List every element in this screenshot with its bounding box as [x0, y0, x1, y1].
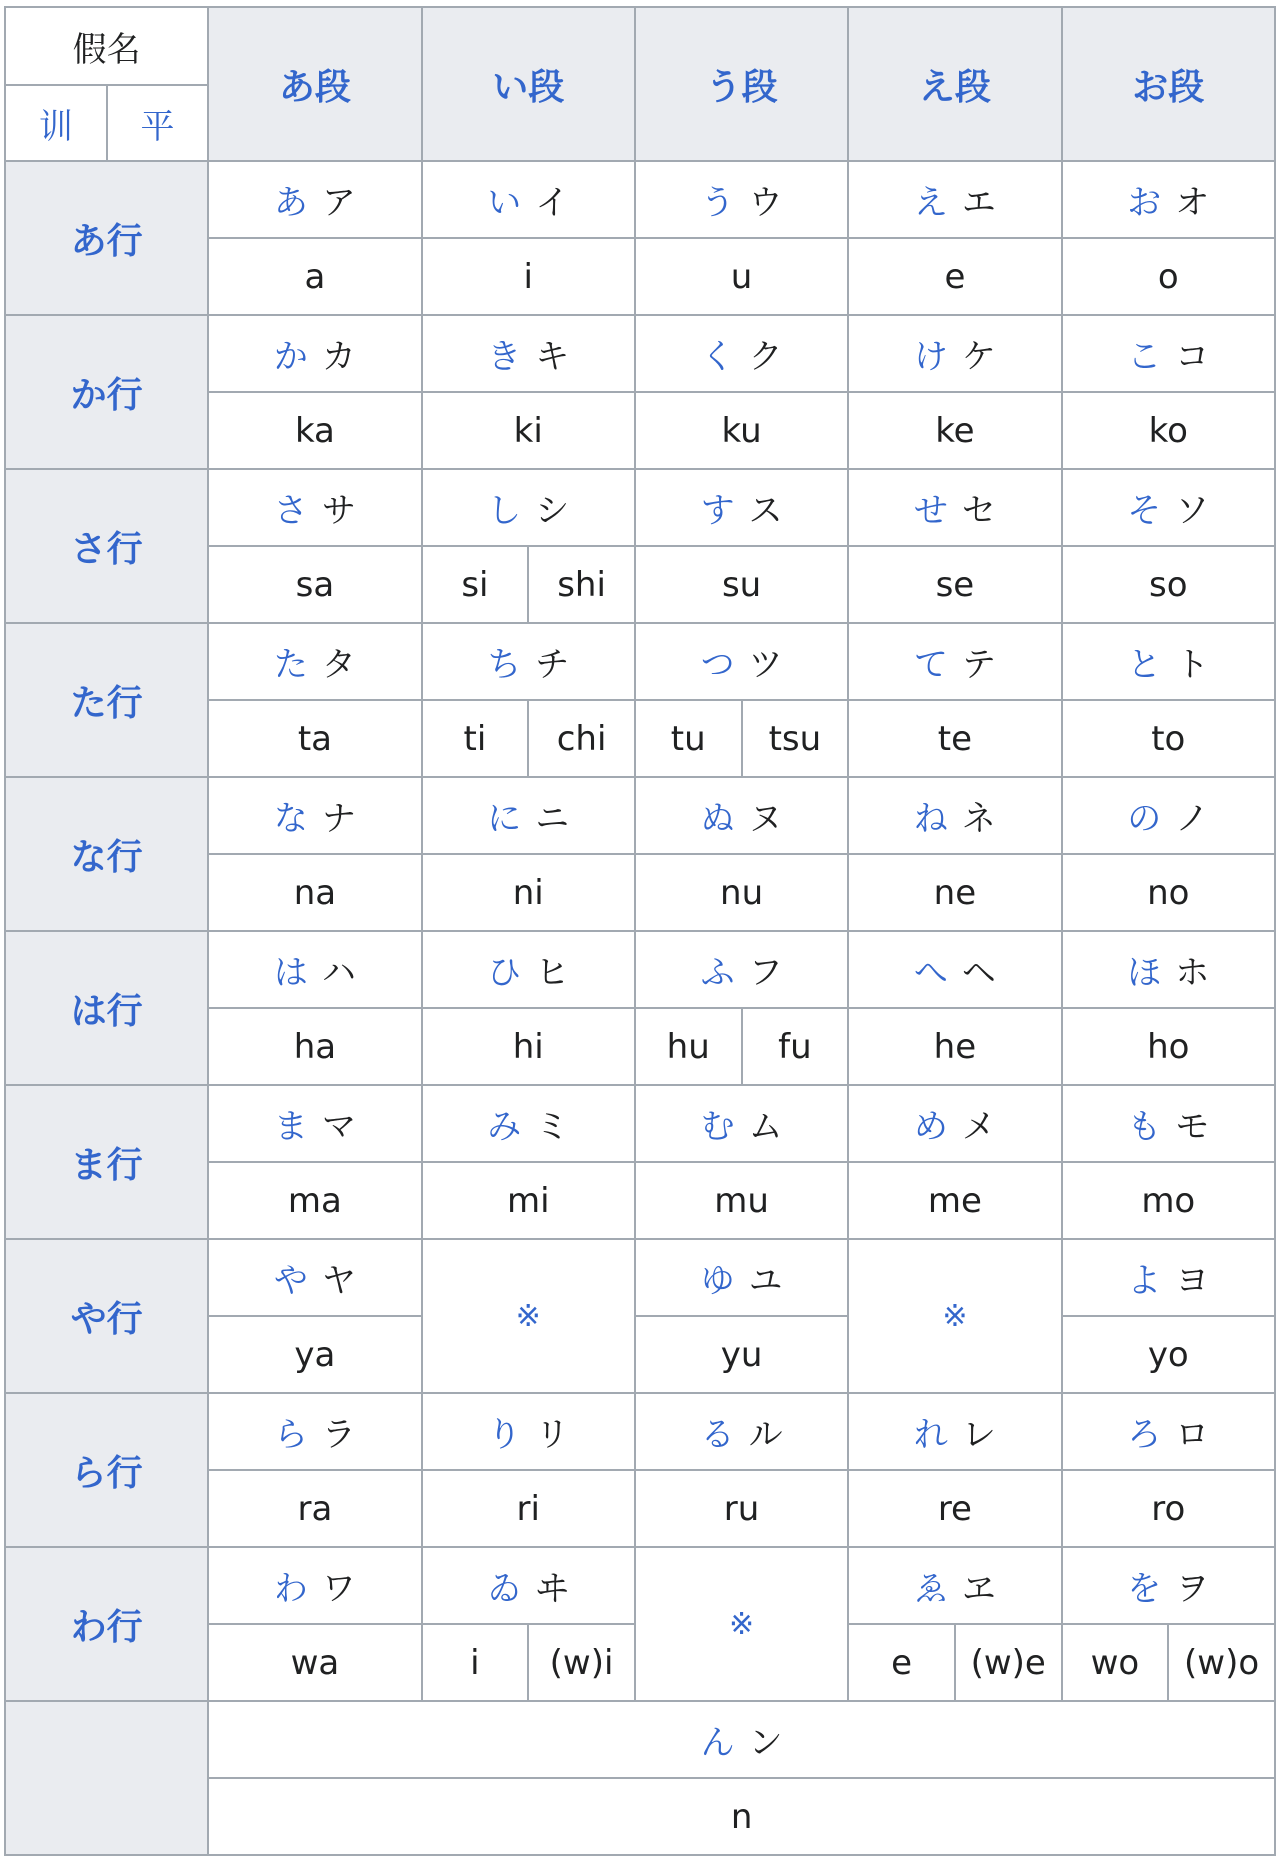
- row-header[interactable]: [5, 469, 208, 623]
- hiragana[interactable]: や: [273, 1261, 308, 1301]
- kana-cell: [208, 161, 421, 238]
- romaji-cell: ni: [422, 854, 635, 931]
- hiragana[interactable]: ゆ: [700, 1261, 735, 1301]
- romaji-cell: sa: [208, 546, 421, 623]
- katakana: シ: [535, 491, 570, 531]
- kana-cell: [635, 931, 848, 1008]
- row-header-link[interactable]: や行: [70, 1298, 143, 1340]
- romaji-alt-cell: chi: [528, 700, 635, 777]
- romaji-cell: hi: [422, 1008, 635, 1085]
- romaji-alt-cell: shi: [528, 546, 635, 623]
- column-header-e[interactable]: え段: [848, 7, 1061, 161]
- romaji-cell: wa: [208, 1624, 421, 1701]
- kana-cell: [208, 931, 421, 1008]
- romaji-alt-cell: tsu: [742, 700, 849, 777]
- row-header[interactable]: [5, 1393, 208, 1547]
- kana-cell: [635, 315, 848, 392]
- hiragana[interactable]: ふ: [700, 953, 735, 993]
- kana-cell: [208, 315, 421, 392]
- column-header-i[interactable]: い段: [422, 7, 635, 161]
- kana-cell: [208, 1393, 421, 1470]
- hiragana[interactable]: と: [1127, 645, 1162, 685]
- hiragana[interactable]: あ: [273, 183, 308, 223]
- katakana: モ: [1175, 1107, 1210, 1147]
- romaji-cell: ro: [1062, 1470, 1275, 1547]
- katakana: イ: [535, 183, 570, 223]
- hiragana[interactable]: そ: [1127, 491, 1162, 531]
- katakana: ン: [748, 1723, 783, 1763]
- row-header-link[interactable]: ら行: [70, 1452, 143, 1494]
- hiragana[interactable]: り: [487, 1415, 522, 1455]
- romaji-cell: mu: [635, 1162, 848, 1239]
- romaji-cell: si: [422, 546, 529, 623]
- kana-cell: [422, 777, 635, 854]
- katakana: ム: [748, 1107, 783, 1147]
- row-header[interactable]: [5, 623, 208, 777]
- romaji-cell: te: [848, 700, 1061, 777]
- romaji-cell: a: [208, 238, 421, 315]
- katakana: ニ: [535, 799, 570, 839]
- row-header-link[interactable]: さ行: [70, 528, 143, 570]
- hiragana[interactable]: た: [273, 645, 308, 685]
- kana-cell: [422, 1547, 635, 1624]
- katakana: メ: [961, 1107, 996, 1147]
- hiragana[interactable]: か: [273, 337, 308, 377]
- romaji-cell: ke: [848, 392, 1061, 469]
- romaji-cell: mi: [422, 1162, 635, 1239]
- hiragana[interactable]: け: [913, 337, 948, 377]
- kana-cell: [848, 161, 1061, 238]
- kana-cell: [1062, 469, 1275, 546]
- hiragana[interactable]: こ: [1127, 337, 1162, 377]
- hiragana[interactable]: め: [913, 1107, 948, 1147]
- kana-cell: [635, 161, 848, 238]
- katakana: ラ: [321, 1415, 356, 1455]
- hiragana[interactable]: の: [1127, 799, 1162, 839]
- kana-table: [4, 6, 1276, 1856]
- hiragana[interactable]: ゑ: [913, 1569, 948, 1609]
- hiragana[interactable]: ぬ: [700, 799, 735, 839]
- romaji-cell: yu: [635, 1316, 848, 1393]
- kana-cell: [1062, 931, 1275, 1008]
- row-header[interactable]: [5, 1239, 208, 1393]
- katakana: ヌ: [748, 799, 783, 839]
- kana-header-cell: 假名: [5, 7, 208, 85]
- hiragana[interactable]: よ: [1127, 1261, 1162, 1301]
- hiragana[interactable]: れ: [913, 1415, 948, 1455]
- kana-cell: [422, 161, 635, 238]
- merged-note-cell[interactable]: ※: [422, 1239, 635, 1393]
- merged-note-cell[interactable]: ※: [635, 1547, 848, 1701]
- romaji-alt-cell: (w)o: [1168, 1624, 1275, 1701]
- hiragana[interactable]: つ: [700, 645, 735, 685]
- row-header-n: [5, 1701, 208, 1855]
- katakana: ソ: [1175, 491, 1210, 531]
- hiragana[interactable]: む: [700, 1107, 735, 1147]
- hiragana[interactable]: せ: [913, 491, 948, 531]
- kana-cell: [1062, 623, 1275, 700]
- katakana: ウ: [748, 183, 783, 223]
- romaji-cell: ku: [635, 392, 848, 469]
- katakana: ヒ: [535, 953, 570, 993]
- romaji-alt-cell: (w)i: [528, 1624, 635, 1701]
- header-sub-right[interactable]: 平: [107, 85, 209, 161]
- romaji-cell: se: [848, 546, 1061, 623]
- romaji-cell: ho: [1062, 1008, 1275, 1085]
- kana-cell: [1062, 1239, 1275, 1316]
- kana-cell: [422, 469, 635, 546]
- katakana: ノ: [1175, 799, 1210, 839]
- row-header-link[interactable]: あ行: [70, 220, 143, 262]
- katakana: ネ: [961, 799, 996, 839]
- romaji-cell: i: [422, 238, 635, 315]
- kana-cell: [635, 777, 848, 854]
- kana-cell: [848, 777, 1061, 854]
- kana-cell: [635, 1239, 848, 1316]
- katakana: オ: [1175, 183, 1210, 223]
- katakana: ケ: [961, 337, 996, 377]
- hiragana[interactable]: お: [1127, 183, 1162, 223]
- romaji-cell: tu: [635, 700, 742, 777]
- row-header-link[interactable]: か行: [70, 374, 143, 416]
- hiragana[interactable]: し: [487, 491, 522, 531]
- romaji-cell: su: [635, 546, 848, 623]
- row-header-link[interactable]: た行: [70, 682, 143, 724]
- romaji-cell: ha: [208, 1008, 421, 1085]
- romaji-alt-cell: (w)e: [955, 1624, 1062, 1701]
- katakana: ハ: [321, 953, 356, 993]
- kana-cell: [208, 469, 421, 546]
- katakana: ヨ: [1175, 1261, 1210, 1301]
- hiragana[interactable]: く: [700, 337, 735, 377]
- hiragana[interactable]: え: [913, 183, 948, 223]
- hiragana[interactable]: は: [273, 953, 308, 993]
- hiragana[interactable]: ま: [273, 1107, 308, 1147]
- romaji-cell: i: [422, 1624, 529, 1701]
- romaji-cell: na: [208, 854, 421, 931]
- katakana: ワ: [321, 1569, 356, 1609]
- katakana: コ: [1175, 337, 1210, 377]
- romaji-cell: ta: [208, 700, 421, 777]
- katakana: ト: [1175, 645, 1210, 685]
- hiragana[interactable]: へ: [913, 953, 948, 993]
- katakana: ヲ: [1175, 1569, 1210, 1609]
- kana-cell: [208, 1547, 421, 1624]
- katakana: ユ: [748, 1261, 783, 1301]
- kana-cell: [1062, 161, 1275, 238]
- kana-cell: [635, 469, 848, 546]
- katakana: ス: [748, 491, 783, 531]
- romaji-cell: wo: [1062, 1624, 1169, 1701]
- katakana: サ: [321, 491, 356, 531]
- romaji-cell: u: [635, 238, 848, 315]
- hiragana[interactable]: ほ: [1127, 953, 1162, 993]
- row-header-link[interactable]: な行: [70, 836, 143, 878]
- katakana: カ: [321, 337, 356, 377]
- romaji-cell: e: [848, 238, 1061, 315]
- romaji-cell: e: [848, 1624, 955, 1701]
- row-header[interactable]: [5, 315, 208, 469]
- hiragana[interactable]: き: [487, 337, 522, 377]
- row-header[interactable]: [5, 161, 208, 315]
- romaji-cell: me: [848, 1162, 1061, 1239]
- kana-cell: [422, 315, 635, 392]
- romaji-cell: ki: [422, 392, 635, 469]
- kana-cell: [1062, 777, 1275, 854]
- hiragana[interactable]: さ: [273, 491, 308, 531]
- katakana: ヤ: [321, 1261, 356, 1301]
- hiragana[interactable]: う: [700, 183, 735, 223]
- kana-cell: [848, 931, 1061, 1008]
- romaji-cell-n: n: [208, 1778, 1275, 1855]
- romaji-cell: ti: [422, 700, 529, 777]
- katakana: ホ: [1175, 953, 1210, 993]
- row-header-link[interactable]: ま行: [70, 1144, 143, 1186]
- header-sub-left[interactable]: 训: [5, 85, 107, 161]
- kana-cell: [208, 623, 421, 700]
- hiragana[interactable]: る: [700, 1415, 735, 1455]
- hiragana[interactable]: ろ: [1127, 1415, 1162, 1455]
- romaji-cell: ri: [422, 1470, 635, 1547]
- hiragana[interactable]: ね: [913, 799, 948, 839]
- hiragana[interactable]: ひ: [487, 953, 522, 993]
- katakana: セ: [961, 491, 996, 531]
- romaji-cell: he: [848, 1008, 1061, 1085]
- katakana: ロ: [1175, 1415, 1210, 1455]
- hiragana[interactable]: ゐ: [487, 1569, 522, 1609]
- kana-cell: [422, 931, 635, 1008]
- romaji-cell: nu: [635, 854, 848, 931]
- katakana: ヘ: [961, 953, 996, 993]
- kana-cell: [848, 315, 1061, 392]
- row-header[interactable]: [5, 931, 208, 1085]
- katakana: リ: [535, 1415, 570, 1455]
- hiragana[interactable]: も: [1127, 1107, 1162, 1147]
- kana-cell: [848, 623, 1061, 700]
- katakana: レ: [961, 1415, 996, 1455]
- katakana: ヰ: [535, 1569, 570, 1609]
- kana-cell: [848, 1393, 1061, 1470]
- romaji-cell: ru: [635, 1470, 848, 1547]
- romaji-cell: mo: [1062, 1162, 1275, 1239]
- romaji-alt-cell: fu: [742, 1008, 849, 1085]
- kana-cell: [635, 623, 848, 700]
- kana-cell: [208, 777, 421, 854]
- hiragana[interactable]: な: [273, 799, 308, 839]
- romaji-cell: to: [1062, 700, 1275, 777]
- hiragana[interactable]: す: [700, 491, 735, 531]
- romaji-cell: ra: [208, 1470, 421, 1547]
- kana-cell: [1062, 1393, 1275, 1470]
- katakana: マ: [321, 1107, 356, 1147]
- column-header-u[interactable]: う段: [635, 7, 848, 161]
- romaji-cell: ma: [208, 1162, 421, 1239]
- katakana: ア: [321, 183, 356, 223]
- kana-cell: [635, 1393, 848, 1470]
- katakana: ル: [748, 1415, 783, 1455]
- merged-note-cell[interactable]: ※: [848, 1239, 1061, 1393]
- kana-cell-n: [208, 1701, 1275, 1778]
- kana-cell: [635, 1085, 848, 1162]
- romaji-cell: ne: [848, 854, 1061, 931]
- katakana: ツ: [748, 645, 783, 685]
- kana-cell: [848, 1085, 1061, 1162]
- hiragana[interactable]: ち: [487, 645, 522, 685]
- kana-cell: [1062, 1085, 1275, 1162]
- row-header-link[interactable]: は行: [70, 990, 143, 1032]
- katakana: エ: [961, 183, 996, 223]
- romaji-cell: so: [1062, 546, 1275, 623]
- katakana: ク: [748, 337, 783, 377]
- hiragana[interactable]: に: [487, 799, 522, 839]
- kana-cell: [848, 1547, 1061, 1624]
- katakana: チ: [535, 645, 570, 685]
- hiragana[interactable]: て: [913, 645, 948, 685]
- katakana: ミ: [535, 1107, 570, 1147]
- column-header-a[interactable]: あ段: [208, 7, 421, 161]
- column-header-o[interactable]: お段: [1062, 7, 1275, 161]
- kana-cell: [422, 623, 635, 700]
- kana-cell: [208, 1239, 421, 1316]
- katakana: テ: [961, 645, 996, 685]
- katakana: ヱ: [961, 1569, 996, 1609]
- kana-cell: [422, 1085, 635, 1162]
- romaji-cell: ko: [1062, 392, 1275, 469]
- romaji-cell: ka: [208, 392, 421, 469]
- kana-cell: [1062, 1547, 1275, 1624]
- katakana: ナ: [321, 799, 356, 839]
- row-header[interactable]: [5, 777, 208, 931]
- romaji-cell: ya: [208, 1316, 421, 1393]
- row-header-link[interactable]: わ行: [70, 1606, 143, 1648]
- romaji-cell: no: [1062, 854, 1275, 931]
- romaji-cell: hu: [635, 1008, 742, 1085]
- katakana: タ: [321, 645, 356, 685]
- katakana: キ: [535, 337, 570, 377]
- row-header[interactable]: [5, 1547, 208, 1701]
- hiragana[interactable]: わ: [273, 1569, 308, 1609]
- kana-cell: [848, 469, 1061, 546]
- hiragana[interactable]: ら: [273, 1415, 308, 1455]
- romaji-cell: yo: [1062, 1316, 1275, 1393]
- romaji-cell: o: [1062, 238, 1275, 315]
- row-header[interactable]: [5, 1085, 208, 1239]
- kana-cell: [208, 1085, 421, 1162]
- hiragana[interactable]: を: [1127, 1569, 1162, 1609]
- hiragana[interactable]: み: [487, 1107, 522, 1147]
- kana-cell: [1062, 315, 1275, 392]
- hiragana[interactable]: ん: [700, 1723, 735, 1763]
- romaji-cell: re: [848, 1470, 1061, 1547]
- katakana: フ: [748, 953, 783, 993]
- hiragana[interactable]: い: [487, 183, 522, 223]
- kana-cell: [422, 1393, 635, 1470]
